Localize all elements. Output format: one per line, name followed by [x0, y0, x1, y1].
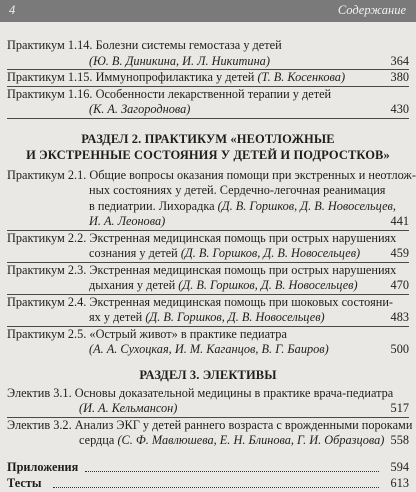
- toc-list: [7, 38, 416, 492]
- toc-entry: [7, 460, 409, 476]
- entry-page: 594: [390, 459, 409, 474]
- entry-title: Иммунопрофилактика у детей: [95, 70, 255, 84]
- entry-authors: (С. Ф. Мавлюшева, Е. Н. Блинова, Г. И. Образцова): [117, 433, 385, 447]
- entry-page: 500: [390, 342, 409, 356]
- entry-page: 441: [390, 214, 409, 228]
- entry-title: Экстренная медицинская помощь при шоковых состояни-: [89, 294, 394, 309]
- dot-leader: [53, 487, 379, 488]
- entry-label: Практикум 1.15.: [7, 70, 93, 84]
- entry-title: сердца: [79, 433, 115, 447]
- entry-page: 430: [390, 102, 409, 116]
- entry-title: Экстренная медицинская помощь при острых нарушениях: [89, 262, 397, 277]
- entry-label: Электив 3.1.: [7, 385, 72, 400]
- entry-label: Практикум 2.5.: [7, 326, 87, 341]
- entry-label: Практикум 2.4.: [7, 294, 87, 309]
- entry-authors: (И. А. Кельмансон): [79, 401, 178, 415]
- entry-label: Практикум 2.2.: [7, 230, 87, 245]
- entry-title: Анализ ЭКГ у детей раннего возраста с врожденными пороками: [74, 417, 413, 432]
- entry-page: 517: [390, 401, 409, 415]
- entry-authors: (Ю. В. Диникина, И. Л. Никитина): [89, 53, 270, 68]
- section-heading: [7, 131, 409, 163]
- entry-authors: (Д. В. Горшков, Д. В. Новосельцев): [145, 310, 325, 324]
- toc-entry: [7, 38, 409, 70]
- toc-entry: [7, 263, 409, 295]
- running-title: Содержание: [337, 3, 406, 17]
- entry-title: «Острый живот» в практике педиатра: [89, 326, 287, 341]
- entry-label: Практикум 2.1.: [7, 167, 87, 182]
- entry-label: Практикум 1.14.: [7, 38, 93, 52]
- entry-title: Болезни системы гемостаза у детей: [95, 38, 282, 52]
- entry-authors: (Т. В. Косенкова): [257, 70, 346, 84]
- entry-page: 459: [390, 246, 409, 260]
- entry-label: Практикум 1.16.: [7, 86, 93, 101]
- entry-page: 364: [390, 53, 409, 68]
- entry-title: Основы доказательной медицины в практике врача-педиатра: [74, 385, 394, 400]
- entry-title: Особенности лекарственной терапии у детей: [95, 86, 332, 101]
- toc-entry: [7, 417, 413, 449]
- section-heading-line: РАЗДЕЛ 2. ПРАКТИКУМ «НЕОТЛОЖНЫЕ: [81, 131, 335, 146]
- entry-page: 558: [390, 433, 409, 447]
- entry-authors: И. А. Леонова): [89, 214, 166, 228]
- entry-title: дыхания у детей: [89, 278, 176, 292]
- toc-entry: [7, 295, 409, 327]
- toc-entry: [7, 167, 416, 231]
- section-heading-line: РАЗДЕЛ 3. ЭЛЕКТИВЫ: [139, 367, 277, 382]
- entry-title: ных состояниях у детей. Сердечно-легочная реанимация: [89, 183, 386, 197]
- toc-entry: [7, 476, 409, 492]
- entry-title: Экстренная медицинская помощь при острых нарушениях: [89, 230, 397, 245]
- dot-leader: [85, 471, 379, 472]
- tests-label: Тесты: [7, 476, 42, 490]
- page-number: 4: [9, 3, 16, 17]
- toc-entry: [7, 70, 409, 87]
- appendix-label: Приложения: [7, 459, 79, 474]
- page-header: [0, 0, 416, 22]
- section-heading: [7, 367, 409, 383]
- entry-page: 470: [390, 278, 409, 292]
- entry-title: сознания у детей: [89, 246, 178, 260]
- entry-authors: (Д. В. Горшков, Д. В. Новосельцев): [180, 246, 361, 260]
- entry-authors: (Д. В. Горшков, Д. В. Новосельцев,: [217, 198, 396, 213]
- entry-authors: (Д. В. Горшков, Д. В. Новосельцев): [178, 278, 358, 292]
- entry-authors: (А. А. Сухоцкая, И. М. Каганцов, В. Г. Баиров): [89, 342, 329, 356]
- entry-title: в педиатрии. Лихорадка: [89, 198, 215, 213]
- toc-entry: [7, 231, 409, 263]
- entry-title: ях у детей: [89, 310, 143, 324]
- entry-page: 483: [390, 310, 409, 324]
- entry-label: Электив 3.2.: [7, 417, 72, 432]
- toc-entry: [7, 386, 409, 418]
- toc-entry: [7, 327, 409, 358]
- entry-authors: (К. А. Загороднова): [89, 102, 191, 116]
- entry-page: 380: [390, 70, 409, 84]
- entry-title: Общие вопросы оказания помощи при экстренных и неотлож-: [89, 167, 416, 182]
- entry-page: 613: [390, 476, 409, 490]
- entry-label: Практикум 2.3.: [7, 262, 87, 277]
- toc-entry: [7, 87, 409, 119]
- section-heading-line: И ЭКСТРЕННЫЕ СОСТОЯНИЯ У ДЕТЕЙ И ПОДРОСТКОВ»: [26, 147, 390, 162]
